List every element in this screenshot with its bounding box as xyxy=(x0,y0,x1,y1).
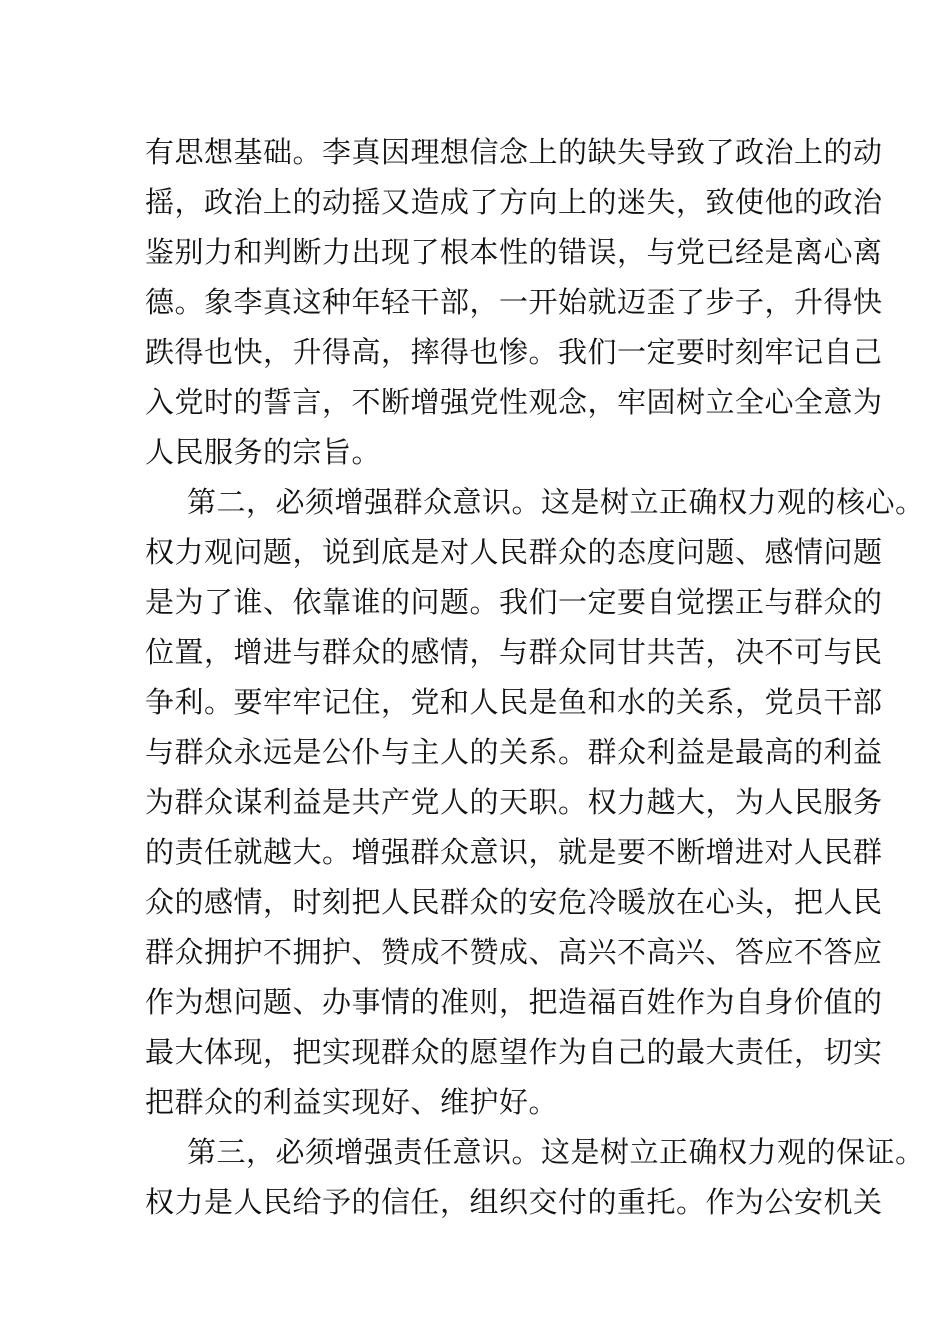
text-line: 为群众谋利益是共产党人的天职。权力越大，为人民服务 xyxy=(145,785,883,819)
text-line: 摇，政治上的动摇又造成了方向上的迷失，致使他的政治 xyxy=(145,185,883,219)
text-line: 的责任就越大。增强群众意识，就是要不断增进对人民群 xyxy=(145,835,883,869)
text-line: 权力观问题，说到底是对人民群众的态度问题、感情问题 xyxy=(145,535,883,569)
text-line: 德。象李真这种年轻干部，一开始就迈歪了步子，升得快 xyxy=(145,285,883,319)
text-line: 人民服务的宗旨。 xyxy=(145,435,382,469)
text-line: 鉴别力和判断力出现了根本性的错误，与党已经是离心离 xyxy=(145,235,883,269)
text-line: 位置，增进与群众的感情，与群众同甘共苦，决不可与民 xyxy=(145,635,883,669)
text-line: 最大体现，把实现群众的愿望作为自己的最大责任，切实 xyxy=(145,1035,883,1069)
text-line: 是为了谁、依靠谁的问题。我们一定要自觉摆正与群众的 xyxy=(145,585,883,619)
text-line: 争利。要牢牢记住，党和人民是鱼和水的关系，党员干部 xyxy=(145,685,883,719)
text-line: 群众拥护不拥护、赞成不赞成、高兴不高兴、答应不答应 xyxy=(145,935,883,969)
text-line: 把群众的利益实现好、维护好。 xyxy=(145,1085,559,1119)
text-line: 作为想问题、办事情的准则，把造福百姓作为自身价值的 xyxy=(145,985,883,1019)
text-line: 有思想基础。李真因理想信念上的缺失导致了政治上的动 xyxy=(145,135,883,169)
paragraph-start-line: 第三，必须增强责任意识。这是树立正确权力观的保证。 xyxy=(187,1135,925,1169)
paragraph-start-line: 第二，必须增强群众意识。这是树立正确权力观的核心。 xyxy=(187,485,925,519)
text-line: 权力是人民给予的信任，组织交付的重托。作为公安机关 xyxy=(145,1185,883,1219)
text-line: 与群众永远是公仆与主人的关系。群众利益是最高的利益 xyxy=(145,735,883,769)
text-line: 众的感情，时刻把人民群众的安危冷暖放在心头，把人民 xyxy=(145,885,883,919)
text-line: 跌得也快，升得高，摔得也惨。我们一定要时刻牢记自己 xyxy=(145,335,883,369)
text-line: 入党时的誓言，不断增强党性观念，牢固树立全心全意为 xyxy=(145,385,883,419)
